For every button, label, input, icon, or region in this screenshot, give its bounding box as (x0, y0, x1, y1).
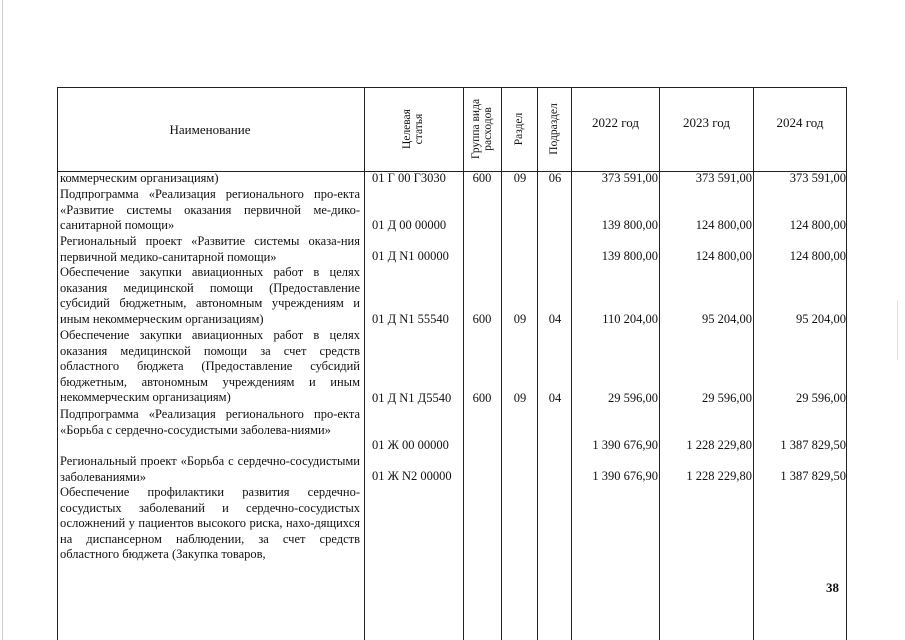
row-section: 09 (513, 391, 527, 405)
row-subsection: 06 (548, 171, 562, 185)
row-amount-2024: 95 204,00 (796, 312, 846, 326)
header-section: Раздел (513, 112, 525, 146)
col-divider-subsection (571, 87, 572, 640)
row-amount-2023: 1 228 229,80 (686, 438, 752, 452)
header-target-article: Целевая статья (401, 109, 425, 149)
row-subsection: 04 (548, 391, 562, 405)
row-name: Обеспечение профилактики развития сердечно-сосудистых заболеваний и сердечно-сосудистых осложнений у пациентов высокого риска, нахо-дящихся на диспансерном наблюдении, за счет средств областного бюджета (Закупка товаров, (60, 485, 360, 562)
col-divider-target (463, 87, 464, 640)
row-target-article: 01 Д N1 00000 (372, 249, 449, 263)
header-subsection: Подраздел (548, 103, 560, 155)
row-amount-2022: 373 591,00 (601, 171, 658, 185)
row-amount-2024: 124 800,00 (789, 218, 846, 232)
row-name: Региональный проект «Развитие системы оказа-ния первичной медико-санитарной помощи» (60, 234, 360, 264)
scan-edge-left (2, 0, 3, 640)
row-amount-2022: 29 596,00 (608, 391, 658, 405)
table-right-border (846, 87, 847, 640)
row-amount-2024: 29 596,00 (796, 391, 846, 405)
row-name: Региональный проект «Борьба с сердечно-сосудистыми заболеваниями» (60, 454, 360, 484)
header-year-2023: 2023 год (683, 115, 730, 130)
row-target-article: 01 Ж N2 00000 (372, 469, 452, 483)
row-target-article: 01 Ж 00 00000 (372, 438, 449, 452)
row-amount-2022: 1 390 676,90 (592, 469, 658, 483)
col-divider-name (364, 87, 365, 640)
row-name: Обеспечение закупки авиационных работ в целях оказания медицинской помощи (Предоставление субсидий бюджетным, автономным учреждениям и иным некоммерческим организациям) (60, 265, 360, 326)
row-expense-group: 600 (472, 391, 492, 405)
row-amount-2024: 124 800,00 (789, 249, 846, 263)
row-target-article: 01 Д N1 Д5540 (372, 391, 452, 405)
row-section: 09 (513, 171, 527, 185)
row-target-article: 01 Г 00 Г3030 (372, 171, 446, 185)
col-divider-section (537, 87, 538, 640)
row-expense-group: 600 (472, 312, 492, 326)
row-target-article: 01 Д 00 00000 (372, 218, 447, 232)
row-expense-group: 600 (472, 171, 492, 185)
row-amount-2024: 373 591,00 (789, 171, 846, 185)
col-divider-group (501, 87, 502, 640)
row-amount-2023: 124 800,00 (695, 218, 752, 232)
row-name: коммерческим организациям) (60, 171, 219, 185)
row-amount-2022: 139 800,00 (601, 249, 658, 263)
row-amount-2024: 1 387 829,50 (780, 469, 846, 483)
row-amount-2023: 1 228 229,80 (686, 469, 752, 483)
row-amount-2023: 373 591,00 (695, 171, 752, 185)
scan-edge-right (897, 300, 898, 360)
row-target-article: 01 Д N1 55540 (372, 312, 449, 326)
page-number: 38 (826, 580, 839, 595)
row-section: 09 (513, 312, 527, 326)
row-amount-2022: 1 390 676,90 (592, 438, 658, 452)
header-year-2024: 2024 год (776, 115, 824, 130)
row-subsection: 04 (548, 312, 562, 326)
header-expense-group: Группа вида расходов (470, 98, 494, 160)
row-amount-2023: 124 800,00 (695, 249, 752, 263)
col-divider-2022 (659, 87, 660, 640)
col-divider-2023 (753, 87, 754, 640)
row-amount-2024: 1 387 829,50 (780, 438, 846, 452)
table-left-border (57, 87, 58, 640)
row-amount-2023: 29 596,00 (702, 391, 752, 405)
row-amount-2022: 110 204,00 (602, 312, 658, 326)
row-amount-2022: 139 800,00 (601, 218, 658, 232)
table-top-border (57, 87, 846, 88)
row-name: Обеспечение закупки авиационных работ в целях оказания медицинской помощи за счет средств областного бюджета (Предоставление субсидий бюджетным, автономным учреждениям и иным некоммерческим организациям) (60, 328, 360, 405)
row-amount-2023: 95 204,00 (702, 312, 752, 326)
header-name: Наименование (169, 122, 251, 137)
header-year-2022: 2022 год (592, 115, 639, 130)
row-name: Подпрограмма «Реализация регионального про-екта «Развитие системы оказания первичной ме-дико-санитарной помощи» (60, 187, 360, 233)
row-name: Подпрограмма «Реализация регионального про-екта «Борьба с сердечно-сосудистыми заболева-ниями» (60, 407, 360, 437)
